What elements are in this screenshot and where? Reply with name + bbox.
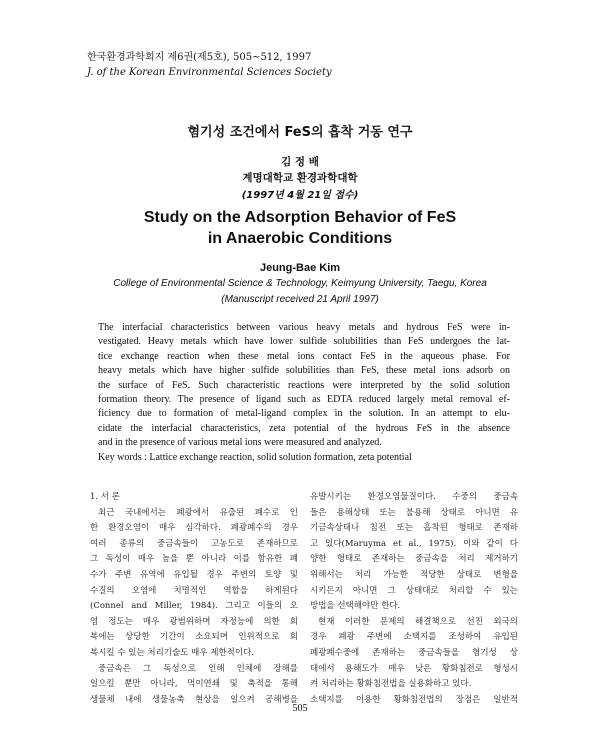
body-line: 복에는 상당한 기간이 소요되며 인위적으로 회 [90, 632, 298, 643]
korean-received-date: (1997년 4월 21일 접수) [241, 190, 359, 201]
body-line: 현재 이러한 문제의 해결책으로 선진 외국의 [318, 616, 518, 627]
body-line: 복시킬 수 있는 처리기술도 매우 제한적이다. [90, 647, 255, 658]
body-line: 한 환경오염이 매우 심각하다. 폐광폐수의 경우 [90, 523, 298, 534]
journal-citation: 한국환경과학회지 제6권(제5호), 505~512, 1997 [87, 52, 312, 63]
body-line: 수가 주변 유역에 유입될 경우 주변의 토양 및 [90, 569, 298, 580]
body-line: 폐광폐수중에 존재하는 중금속들을 혐기성 상 [310, 647, 518, 658]
english-received-date: (Manuscript received 21 April 1997) [221, 294, 379, 305]
page-number: 505 [292, 703, 308, 714]
abstract-line: ficiency due to formation of metal-ligand complex in the solution. In an attempt to elu- [98, 408, 510, 420]
body-line: 방법을 선택해야만 한다. [310, 601, 401, 612]
body-line: 염 정도는 매우 광범위하며 자정능에 의한 회 [90, 616, 298, 627]
body-line: 양한 형태로 존재하는 중금속을 처리 제거하기 [310, 554, 518, 565]
korean-affiliation: 계명대학교 환경과학대학 [242, 172, 358, 184]
abstract-line: cidate the interfacial characteristics, zeta potential of the hydrous FeS in the absence [98, 422, 510, 434]
abstract-line: formation theory. The presence of ligand such as EDTA reduced largely metal removal ef- [98, 394, 510, 406]
section-heading: 1. 서 론 [90, 492, 120, 502]
body-line: 켜 처리하는 황화침전법을 실용화하고 있다. [310, 679, 472, 690]
abstract-line: the surface of FeS. Such characteristic reactions were interpreted by the solid solution [98, 379, 510, 391]
body-line: 경우 폐광 주변에 소택지를 조성하여 유입된 [310, 632, 518, 643]
journal-name: J. of the Korean Environmental Sciences Society [87, 67, 332, 78]
body-line: 여러 종류의 중금속들이 고농도로 존재하므로 [90, 538, 298, 549]
body-line: 일으킬 뿐만 아니라, 먹이연쇄 및 축적을 통해 [90, 679, 298, 690]
english-title-line-1: Study on the Adsorption Behavior of FeS [143, 209, 457, 226]
body-line: (Connel and Miller, 1984). 그리고 이들의 오 [90, 601, 298, 612]
body-line: 들은 용해상태 또는 불용해 상태로 아니면 유 [310, 507, 518, 518]
english-title-line-2: in Anaerobic Conditions [207, 230, 393, 247]
body-line: 고 있다(Maruyma et al., 1975). 이와 같이 다 [310, 538, 518, 549]
korean-author: 김 정 배 [281, 156, 319, 168]
english-title [0, 207, 600, 249]
english-affiliation: College of Environmental Science & Technology, Keimyung University, Taegu, Korea [113, 278, 487, 289]
body-line: 수질의 오염에 치명적인 역할을 하게된다 [90, 585, 298, 596]
body-line: 최근 국내에서는 폐광에서 유출된 폐수로 인 [98, 507, 298, 518]
body-line: 태에서 용해도가 매우 낮은 황화침전로 형성시 [310, 663, 518, 674]
abstract-line: and in the presence of various metal ions were measured and analyzed. [98, 437, 382, 449]
abstract-line: vestigated. Heavy metals which have lower sulfide solubilities than FeS undergoes the lat- [98, 336, 510, 348]
body-line: 그 독성이 매우 높을 뿐 아니라 이를 함유한 폐 [90, 554, 298, 565]
body-line: 위해서는 처리 가능한 적당한 상태로 변형을 [310, 569, 518, 580]
korean-title: 혐기성 조건에서 FeS의 흡착 거동 연구 [187, 125, 413, 140]
body-line: 생물체 내에 생물농축 현상을 일으켜 공해병을 [90, 694, 298, 705]
abstract-line: heavy metals which have higher sulfide solubilities than FeS, these metal ions adsorb on [98, 365, 510, 377]
body-line: 기금속상태나 침전 또는 흡착된 형태로 존재하 [310, 523, 518, 534]
keywords: Key words : Lattice exchange reaction, solid solution formation, zeta potential [98, 452, 412, 463]
abstract [98, 321, 510, 451]
abstract-line: The interfacial characteristics between various heavy metals and hydrous FeS were in- [98, 322, 510, 333]
english-author: Jeung-Bae Kim [259, 262, 341, 274]
body-line: 중금속은 그 독성으로 인해 인체에 장해를 [98, 663, 298, 674]
body-column-left [90, 490, 298, 708]
body-line: 시키든지 아니면 그 상태대로 처리할 수 있는 [310, 585, 518, 596]
abstract-line: tice exchange reaction when these metal ions contact FeS in the aqueous phase. For [98, 350, 510, 362]
body-line: 소택지를 이용한 황화침전법의 장점은 일반적 [310, 694, 518, 705]
body-line: 유발시키는 환경오염물질이다. 수중의 중금속 [310, 492, 518, 502]
body-column-right [310, 490, 518, 708]
